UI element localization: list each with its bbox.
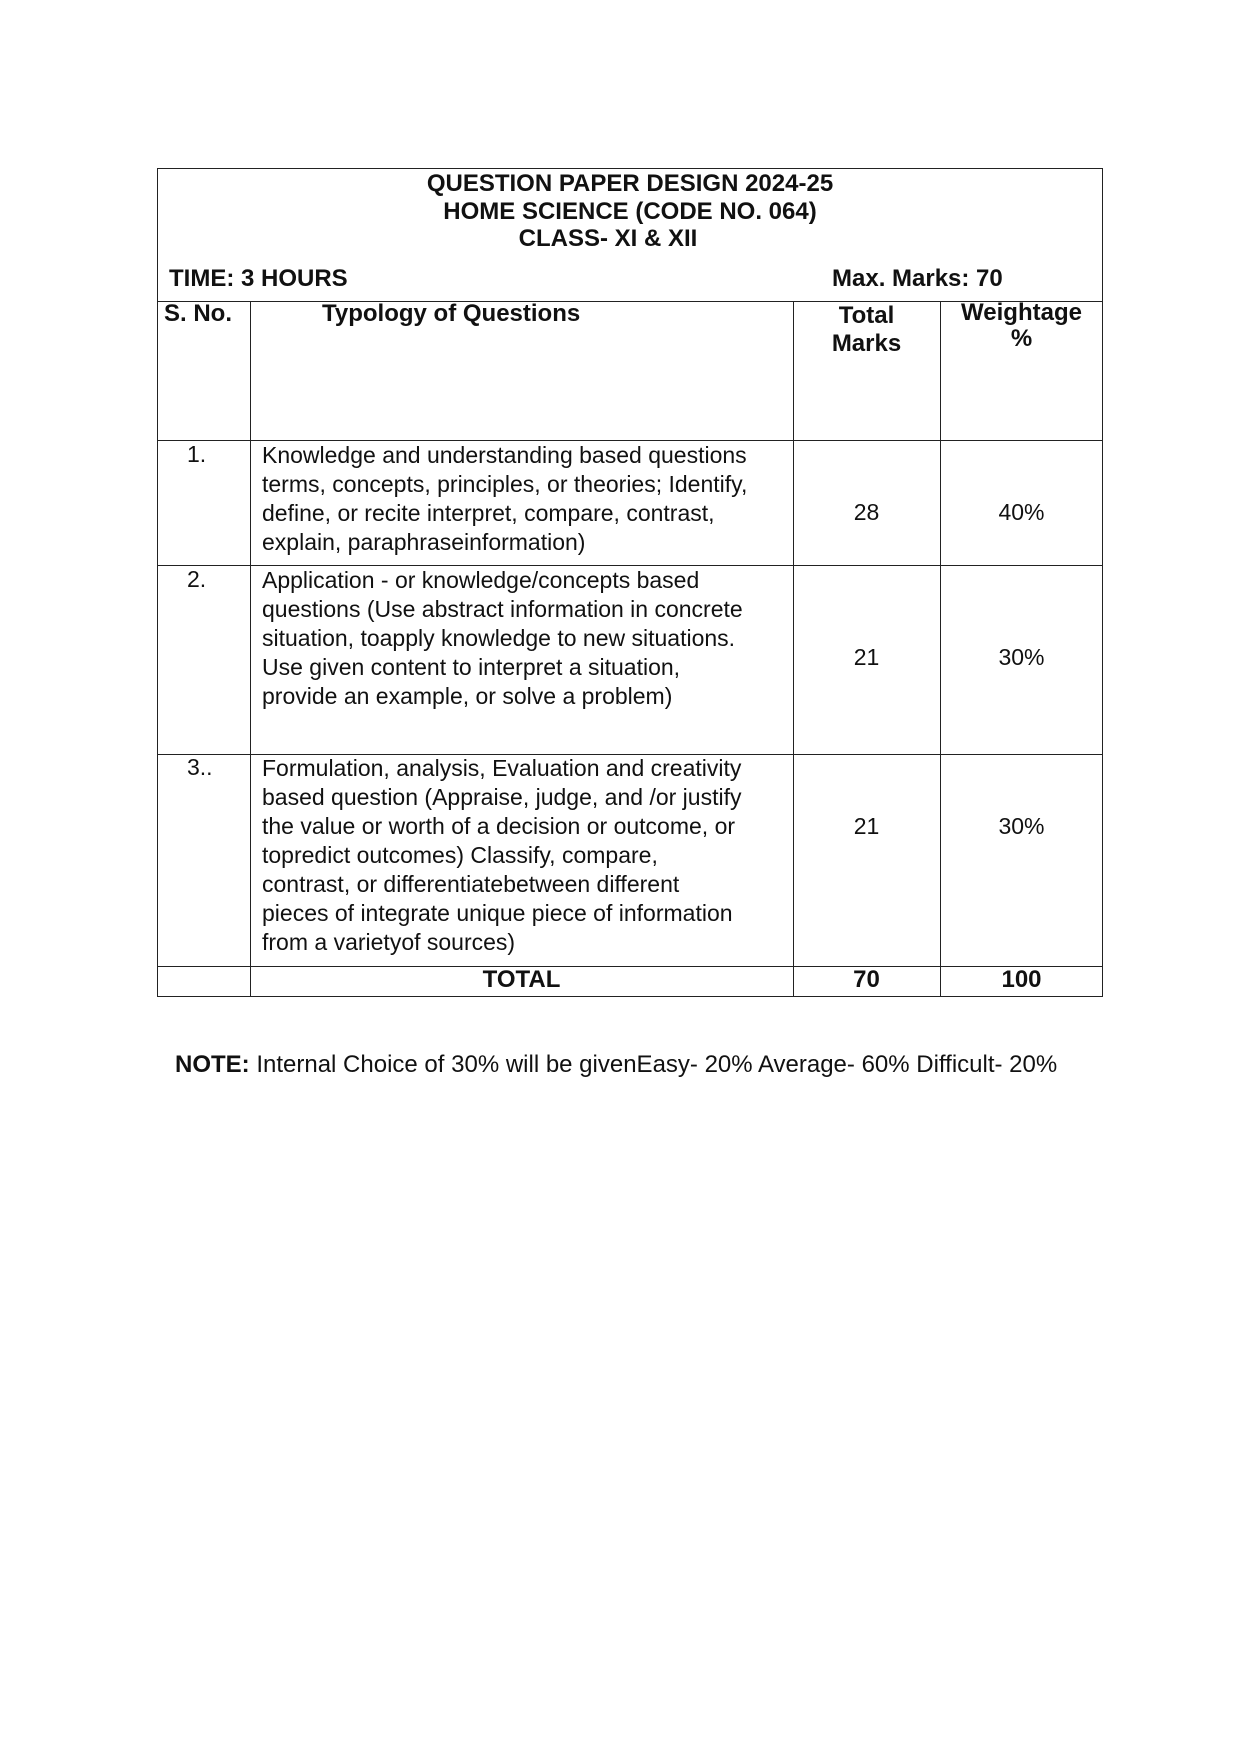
row1-typology	[262, 441, 747, 557]
row3-typology	[262, 754, 741, 957]
note-text: Internal Choice of 30% will be givenEasy- 20% Average- 60% Difficult- 20%	[249, 1051, 1058, 1078]
row3-line: contrast, or differentiatebetween different	[262, 871, 680, 897]
note-label: NOTE:	[175, 1051, 250, 1078]
col-divider-1	[250, 301, 251, 997]
col-header-total-marks	[793, 302, 940, 358]
row1-line: Knowledge and understanding based questions	[262, 442, 747, 468]
col-header-total-marks-line1: Total	[838, 302, 895, 329]
col-header-total-marks-line2: Marks	[831, 330, 902, 357]
row1-sno: 1.	[187, 441, 207, 467]
row3-line: pieces of integrate unique piece of information	[262, 900, 733, 926]
col-header-typology: Typology of Questions	[322, 300, 581, 327]
paper-title: QUESTION PAPER DESIGN 2024-25	[426, 170, 834, 197]
row3-line: Formulation, analysis, Evaluation and creativity	[262, 755, 742, 781]
row1-line: define, or recite interpret, compare, contrast,	[262, 500, 715, 526]
col-header-weightage	[940, 300, 1103, 352]
row2-line: questions (Use abstract information in concrete	[262, 596, 743, 622]
row2-line: situation, toapply knowledge to new situations.	[262, 625, 736, 651]
subject-title: HOME SCIENCE (CODE NO. 064)	[443, 198, 817, 225]
total-marks: 70	[853, 966, 880, 993]
row2-line: Use given content to interpret a situation,	[262, 654, 681, 680]
row2-line: Application - or knowledge/concepts based	[262, 567, 700, 593]
row2-weightage: 30%	[998, 644, 1045, 670]
row2-sno: 2.	[187, 566, 207, 592]
row3-line: based question (Appraise, judge, and /or justify	[262, 784, 742, 810]
note	[175, 1050, 1057, 1080]
col-header-weightage-line1: Weightage	[961, 299, 1082, 326]
row2-typology	[262, 566, 743, 711]
col-header-sno: S. No.	[164, 300, 233, 327]
row3-sno: 3..	[187, 754, 213, 780]
row1-line: terms, concepts, principles, or theories; Identify,	[262, 471, 748, 497]
row3-weightage: 30%	[998, 813, 1045, 839]
total-weightage: 100	[1001, 966, 1042, 993]
class-title: CLASS- XI & XII	[518, 225, 698, 252]
class-title-wrap	[157, 225, 1103, 253]
total-label: TOTAL	[482, 966, 561, 993]
time-label: TIME: 3 HOURS	[169, 265, 348, 292]
row3-marks: 21	[853, 813, 880, 839]
row2-marks: 21	[853, 644, 880, 670]
row1-weightage: 40%	[998, 499, 1045, 525]
row1-marks: 28	[853, 499, 880, 525]
max-marks-label: Max. Marks: 70	[832, 265, 1003, 292]
row3-line: the value or worth of a decision or outcome, or	[262, 813, 736, 839]
col-header-weightage-line2: %	[1010, 325, 1033, 352]
row3-line: topredict outcomes) Classify, compare,	[262, 842, 658, 868]
row2-line: provide an example, or solve a problem)	[262, 683, 673, 709]
row3-line: from a varietyof sources)	[262, 929, 516, 955]
row1-line: explain, paraphraseinformation)	[262, 529, 586, 555]
